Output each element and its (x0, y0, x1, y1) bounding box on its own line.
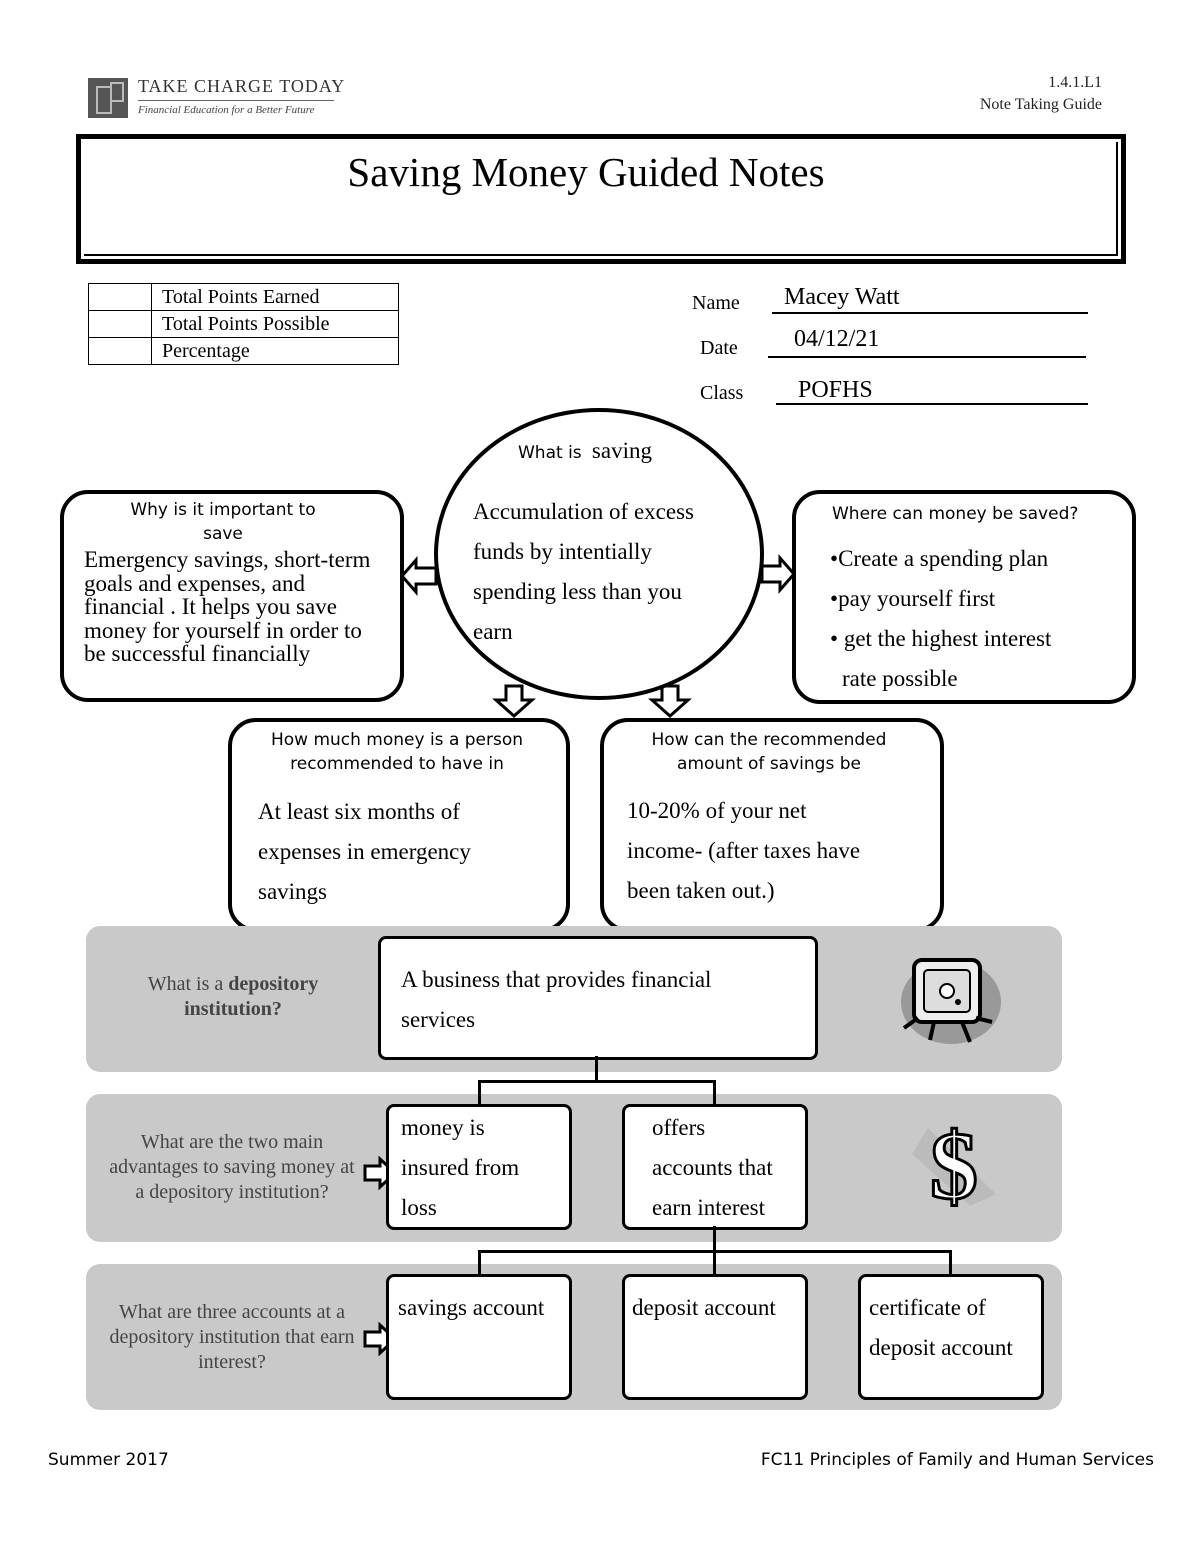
answer-line: services (401, 1007, 476, 1032)
points-label: Total Points Possible (152, 311, 399, 338)
footer-left: Summer 2017 (48, 1450, 169, 1470)
answer-line (830, 579, 1051, 619)
account-answer[interactable] (632, 1288, 776, 1328)
how-much-answer[interactable] (258, 792, 471, 912)
advantages-question: What are the two main advantages to saving money at a depository institution? (109, 1131, 355, 1203)
answer-line: offers (652, 1115, 706, 1140)
connector (713, 1250, 716, 1274)
arrow-left-icon (402, 560, 436, 592)
class-label: Class (700, 382, 744, 404)
answer-line: income- (after taxes have (627, 838, 861, 863)
answer-line: deposit account (869, 1335, 1013, 1360)
date-label: Date (700, 337, 738, 359)
answer-line: insured from (401, 1155, 520, 1180)
arrow-right-icon (762, 558, 794, 590)
answer-line: savings account (398, 1295, 545, 1320)
answer-line: rate possible (842, 666, 958, 691)
answer-line: been taken out.) (627, 878, 775, 903)
answer-line: A business that provides financial (401, 967, 712, 992)
answer-line (830, 539, 1051, 579)
logo-title: TAKE CHARGE TODAY (138, 76, 346, 96)
date-field[interactable]: 04/12/21 (794, 326, 880, 352)
connector (713, 1080, 716, 1106)
answer-line: loss (401, 1195, 437, 1220)
why-answer[interactable]: Emergency savings, short-term goals and expenses, and financial . It helps you save money for yourself in order to be successful financially (84, 547, 371, 666)
answer-text: pay yourself first (838, 586, 996, 611)
footer-right: FC11 Principles of Family and Human Services (760, 1450, 1154, 1470)
answer-line (830, 619, 1051, 659)
how-can-answer[interactable] (627, 791, 860, 911)
answer-line: expenses in emergency (258, 839, 471, 864)
arrow-down-icon (496, 686, 532, 716)
account-answer[interactable] (398, 1288, 544, 1328)
page-title: Saving Money Guided Notes (347, 149, 825, 195)
saving-answer[interactable] (473, 492, 694, 652)
points-label: Percentage (152, 338, 399, 365)
where-question: Where can money be saved? (832, 504, 1079, 524)
question-bold: institution? (184, 998, 282, 1020)
document-code: 1.4.1.L1 (1048, 74, 1102, 91)
connector (478, 1250, 481, 1274)
answer-line: savings (258, 879, 327, 904)
logo-tagline: Financial Education for a Better Future (138, 104, 315, 116)
bullet-icon: • (830, 586, 839, 611)
answer-line: 10-20% of your net (627, 798, 807, 823)
connector (949, 1250, 952, 1274)
account-answer[interactable] (869, 1288, 1013, 1368)
document-type: Note Taking Guide (979, 96, 1102, 113)
answer-line: earn interest (652, 1195, 766, 1220)
bullet-icon: • (830, 626, 839, 651)
answer-text: get the highest interest (843, 626, 1052, 651)
accounts-question: What are three accounts at a depository institution that earn interest? (109, 1301, 355, 1373)
how-can-question: How can the recommended amount of savings be (651, 730, 887, 774)
advantage-answer[interactable] (652, 1108, 773, 1228)
answer-line: deposit account (632, 1295, 776, 1320)
question-text: What is a (147, 973, 229, 995)
depository-question (118, 972, 348, 1022)
depository-answer[interactable] (401, 960, 711, 1040)
connector (713, 1226, 716, 1252)
saving-question-label: What is (518, 443, 582, 463)
connector (478, 1080, 481, 1106)
why-question: Why is it important to save (130, 500, 316, 544)
advantage-answer[interactable] (401, 1108, 519, 1228)
connector (478, 1080, 716, 1083)
question-bold: depository (228, 973, 319, 995)
name-field[interactable]: Macey Watt (784, 284, 900, 310)
svg-text:$: $ (930, 1112, 978, 1212)
saving-question (518, 438, 652, 464)
class-field[interactable]: POFHS (798, 377, 873, 403)
how-much-question: How much money is a person recommended to have in (270, 730, 524, 774)
saving-term[interactable]: saving (591, 438, 652, 463)
connector (595, 1056, 598, 1082)
answer-line: funds by intentially (473, 539, 652, 564)
name-label: Name (692, 292, 740, 314)
points-label: Total Points Earned (152, 284, 399, 311)
where-answer[interactable] (830, 539, 1051, 699)
answer-line: certificate of (869, 1295, 986, 1320)
answer-line: earn (473, 619, 513, 644)
answer-line: spending less than you (473, 579, 682, 604)
dollar-sign-icon (900, 1108, 1004, 1212)
bullet-icon: • (830, 546, 839, 571)
answer-line: Accumulation of excess (473, 499, 694, 524)
answer-text: Create a spending plan (838, 546, 1049, 571)
safe-icon (896, 950, 1006, 1050)
answer-line: At least six months of (258, 799, 460, 824)
answer-line: accounts that (652, 1155, 773, 1180)
answer-line: money is (401, 1115, 485, 1140)
